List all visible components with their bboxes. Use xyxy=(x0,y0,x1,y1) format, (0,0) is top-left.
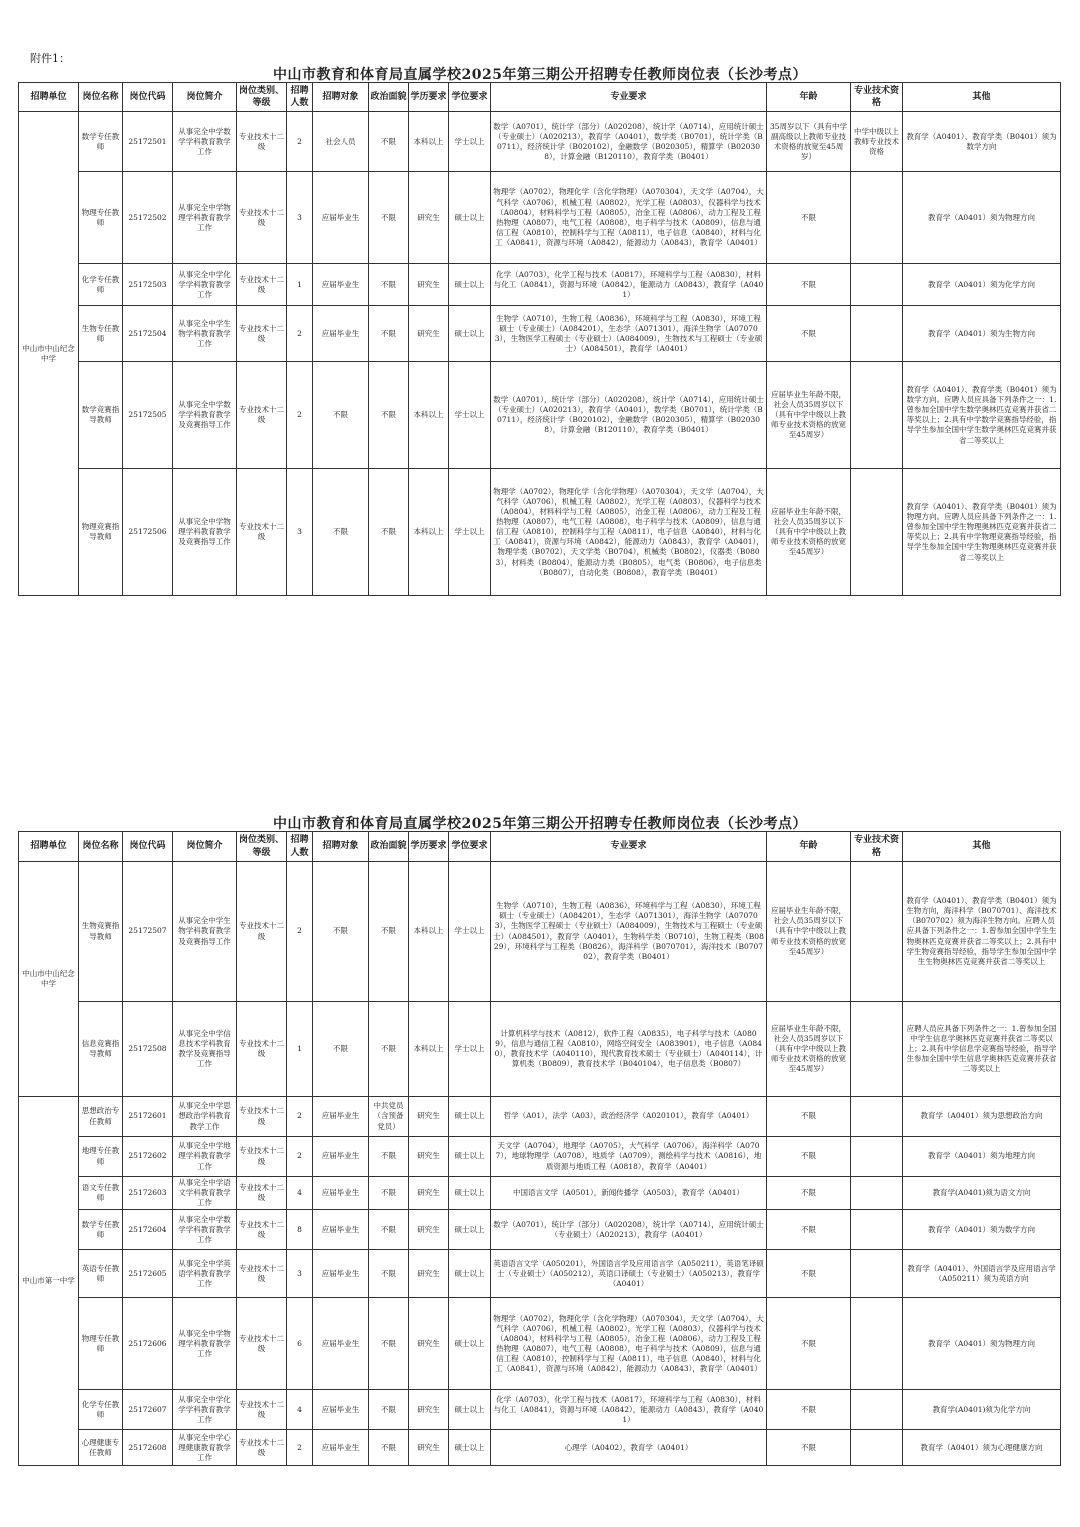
cell-count: 2 xyxy=(287,862,313,1002)
cell-name: 语文专任教师 xyxy=(79,1177,123,1210)
cell-qualification xyxy=(851,306,903,362)
cell-intro: 从事完全中学数学学科教育教学工作 xyxy=(173,112,237,172)
cell-name: 化学专任教师 xyxy=(79,1390,123,1430)
cell-target: 应届毕业生 xyxy=(313,1390,369,1430)
cell-education: 研究生 xyxy=(409,1097,449,1137)
cell-qualification xyxy=(851,1298,903,1390)
cell-education: 本科以上 xyxy=(409,362,449,469)
table-row xyxy=(19,1430,1061,1466)
cell-major: 物理学（A0702），物理化学（含化学物理）（A070304），天文学（A0704），大气科学（A0706），机械工程（A0802），光学工程（A0803），仪器科学与技术（A0804），材料科学与工程（A0805），冶金工程（A0806），动力工程及工程热物理（A0807），电气工程（A0808），电子科学与技术（A0809），信息与通信工程（A0810），控制科学与工程（A0811），电子信息（A0840），材料与化工（A0841），资源与环境（A0842），能源动力（A0843），教育学（A0401） xyxy=(491,1298,767,1390)
attachment-label: 附件1： xyxy=(30,52,70,65)
cell-degree: 硕士以上 xyxy=(449,172,491,264)
cell-intro: 从事完全中学心理健康教育教学工作 xyxy=(173,1430,237,1466)
cell-degree: 硕士以上 xyxy=(449,264,491,306)
cell-education: 研究生 xyxy=(409,1177,449,1210)
cell-major: 物理学（A0702），物理化学（含化学物理）（A070304），天文学（A0704），大气科学（A0706），机械工程（A0802），光学工程（A0803），仪器科学与技术（A0804），材料科学与工程（A0805），冶金工程（A0806），动力工程及工程热物理（A0807），电气工程（A0808），电子科学与技术（A0809），信息与通信工程（A0810），控制科学与工程（A0811），电子信息（A0840），材料与化工（A0841），资源与环境（A0842），能源动力（A0843），教育学（A0401），物理学类（B0702），天文学类（B0704），机械类（B0802），仪器类（B0803），材料类（B0804），能源动力类（B0805），电气类（B0806），电子信息类（B0807），自动化类（B0808），教育学类（B0401） xyxy=(491,469,767,596)
cell-age: 应届毕业生年龄不限，社会人员35周岁以下（具有中学中级以上教师专业技术资格的放宽至45周岁） xyxy=(767,362,851,469)
cell-category: 专业技术十二级 xyxy=(237,1390,287,1430)
cell-degree: 硕士以上 xyxy=(449,1250,491,1298)
cell-qualification xyxy=(851,362,903,469)
table-row xyxy=(19,362,1061,469)
cell-political: 中共党员（含预备党员） xyxy=(369,1097,409,1137)
cell-code: 25172605 xyxy=(123,1250,173,1298)
recruiting-unit: 中山市中山纪念中学 xyxy=(19,862,79,1097)
cell-major: 化学（A0703），化学工程与技术（A0817），环境科学与工程（A0830），材料与化工（A0841），资源与环境（A0842），能源动力（A0843），教育学（A0401） xyxy=(491,264,767,306)
cell-political: 不限 xyxy=(369,1390,409,1430)
cell-political: 不限 xyxy=(369,1250,409,1298)
header-qualification: 专业技术资格 xyxy=(851,83,903,112)
cell-name: 物理专任教师 xyxy=(79,1298,123,1390)
cell-other: 教育学（A0401）须为数学方向 xyxy=(903,1210,1061,1250)
cell-degree: 硕士以上 xyxy=(449,1210,491,1250)
cell-degree: 硕士以上 xyxy=(449,1137,491,1177)
cell-category: 专业技术十二级 xyxy=(237,362,287,469)
cell-degree: 硕士以上 xyxy=(449,1390,491,1430)
cell-other: 教育学（A0401）、教育学类（B0401）须为数学方向。应聘人员应具备下列条件之一：1.曾参加全国中学生数学奥林匹克竞赛并获省二等奖以上；2.具有中学数学竞赛指导经验，指导学生参加全国中学生数学奥林匹克竞赛并获省二等奖以上 xyxy=(903,362,1061,469)
header-count: 招聘人数 xyxy=(287,83,313,112)
cell-age: 不限 xyxy=(767,172,851,264)
cell-name: 心理健康专任教师 xyxy=(79,1430,123,1466)
cell-code: 25172504 xyxy=(123,306,173,362)
cell-category: 专业技术十二级 xyxy=(237,172,287,264)
cell-qualification xyxy=(851,1430,903,1466)
cell-other: 教育学（A0401）、教育学类（B0401）须为生物方向，海洋科学（B070701）、海洋技术（B070702）须为海洋生物方向。应聘人员应具备下列条件之一：1.曾参加全国中学生生物奥林匹克竞赛并获省二等奖以上；2.具有中学生物竞赛指导经验，指导学生参加全国中学生生物奥林匹克竞赛并获省二等奖以上 xyxy=(903,862,1061,1002)
cell-intro: 从事完全中学语文学科教育教学工作 xyxy=(173,1177,237,1210)
cell-count: 2 xyxy=(287,1430,313,1466)
header-other: 其他 xyxy=(903,832,1061,862)
header-count: 招聘人数 xyxy=(287,832,313,862)
cell-target: 应届毕业生 xyxy=(313,1210,369,1250)
cell-count: 2 xyxy=(287,362,313,469)
cell-target: 应届毕业生 xyxy=(313,1298,369,1390)
cell-major: 物理学（A0702），物理化学（含化学物理）（A070304），天文学（A0704），大气科学（A0706），机械工程（A0802），光学工程（A0803），仪器科学与技术（A0804），材料科学与工程（A0805），冶金工程（A0806），动力工程及工程热物理（A0807），电气工程（A0808），电子科学与技术（A0809），信息与通信工程（A0810），控制科学与工程（A0811），电子信息（A0840），材料与化工（A0841），资源与环境（A0842），能源动力（A0843），教育学（A0401） xyxy=(491,172,767,264)
cell-education: 本科以上 xyxy=(409,112,449,172)
cell-political: 不限 xyxy=(369,1430,409,1466)
cell-count: 2 xyxy=(287,1097,313,1137)
cell-count: 4 xyxy=(287,1390,313,1430)
table-row xyxy=(19,862,1061,1002)
cell-other: 教育学（A0401）、外国语言学及应用语言学（A050211）须为英语方向 xyxy=(903,1250,1061,1298)
cell-degree: 硕士以上 xyxy=(449,1097,491,1137)
cell-age: 不限 xyxy=(767,1177,851,1210)
recruitment-table-1 xyxy=(18,82,1061,596)
cell-count: 6 xyxy=(287,1298,313,1390)
cell-political: 不限 xyxy=(369,264,409,306)
cell-political: 不限 xyxy=(369,862,409,1002)
cell-education: 研究生 xyxy=(409,1390,449,1430)
table-row xyxy=(19,1177,1061,1210)
cell-education: 研究生 xyxy=(409,264,449,306)
cell-major: 中国语言文学（A0501），新闻传播学（A0503），教育学（A0401） xyxy=(491,1177,767,1210)
header-position-code: 岗位代码 xyxy=(123,83,173,112)
cell-intro: 从事完全中学化学学科教育教学工作 xyxy=(173,264,237,306)
cell-major: 化学（A0703），化学工程与技术（A0817），环境科学与工程（A0830），材料与化工（A0841），资源与环境（A0842），能源动力（A0843），教育学（A0401） xyxy=(491,1390,767,1430)
cell-name: 地理专任教师 xyxy=(79,1137,123,1177)
cell-count: 2 xyxy=(287,1137,313,1177)
cell-code: 25172507 xyxy=(123,862,173,1002)
cell-code: 25172606 xyxy=(123,1298,173,1390)
cell-degree: 硕士以上 xyxy=(449,1430,491,1466)
cell-category: 专业技术十二级 xyxy=(237,1210,287,1250)
cell-major: 生物学（A0710），生物工程（A0836），环境科学与工程（A0830），环境工程硕士（专业硕士）（A084201），生态学（A071301），海洋生物学（A070703），生物医学工程硕士（专业硕士）（A084009），生物技术与工程硕士（专业硕士）（A084501），教育学（A0401），生物科学类（B0710），生物工程类（B0829），环境科学与工程类（B0826），海洋科学（B070701），海洋技术（B070702），教育学类（B0401） xyxy=(491,862,767,1002)
cell-count: 2 xyxy=(287,112,313,172)
cell-age: 不限 xyxy=(767,1210,851,1250)
header-education: 学历要求 xyxy=(409,832,449,862)
cell-category: 专业技术十二级 xyxy=(237,264,287,306)
header-education: 学历要求 xyxy=(409,83,449,112)
cell-age: 不限 xyxy=(767,306,851,362)
header-category: 岗位类别、等级 xyxy=(237,83,287,112)
cell-target: 社会人员 xyxy=(313,112,369,172)
header-political: 政治面貌 xyxy=(369,832,409,862)
cell-other: 教育学（A0401）、教育学类（B0401）须为物理方向。应聘人员应具备下列条件之一：1.曾参加全国中学生物理奥林匹克竞赛并获省二等奖以上；2.具有中学物理竞赛指导经验，指导学生参加全国中学生物理奥林匹克竞赛并获省二等奖以上 xyxy=(903,469,1061,596)
table-row xyxy=(19,1210,1061,1250)
cell-name: 英语专任教师 xyxy=(79,1250,123,1298)
cell-other: 教育学（A0401）须为物理方向 xyxy=(903,172,1061,264)
cell-qualification xyxy=(851,862,903,1002)
cell-count: 1 xyxy=(287,264,313,306)
cell-code: 25172602 xyxy=(123,1137,173,1177)
cell-target: 不限 xyxy=(313,1002,369,1097)
cell-major: 计算机科学与技术（A0812），软件工程（A0835），电子科学与技术（A0809），信息与通信工程（A0810），网络空间安全（A083901），电子信息（A0840），教育技术学（A040110），现代教育技术硕士（专业硕士）（A040114），计算机类（B0809），教育技术学（B040104），电子信息类（B0807） xyxy=(491,1002,767,1097)
cell-other: 教育学（A0401）须为化学方向 xyxy=(903,264,1061,306)
cell-qualification xyxy=(851,1250,903,1298)
cell-count: 8 xyxy=(287,1210,313,1250)
cell-age: 不限 xyxy=(767,1298,851,1390)
header-target: 招聘对象 xyxy=(313,832,369,862)
header-age: 年龄 xyxy=(767,832,851,862)
recruitment-table-2 xyxy=(18,831,1061,1466)
cell-category: 专业技术十二级 xyxy=(237,1097,287,1137)
cell-target: 应届毕业生 xyxy=(313,264,369,306)
table-row xyxy=(19,112,1061,172)
cell-count: 1 xyxy=(287,1002,313,1097)
cell-target: 应届毕业生 xyxy=(313,1137,369,1177)
cell-age: 不限 xyxy=(767,1430,851,1466)
cell-major: 数学（A0701），统计学（部分）（A020208），统计学（A0714），应用统计硕士（专业硕士）（A020213），教育学（A0401），数学类（B0701），统计学类（B0711），经济统计学（B020102），金融数学（B020305），精算学（B020308），计算金融（B120110），教育学类（B0401） xyxy=(491,362,767,469)
cell-intro: 从事完全中学物理学科教育教学工作 xyxy=(173,172,237,264)
cell-count: 4 xyxy=(287,1177,313,1210)
cell-code: 25172501 xyxy=(123,112,173,172)
cell-intro: 从事完全中学生物学科教育教学工作 xyxy=(173,306,237,362)
header-intro: 岗位简介 xyxy=(173,83,237,112)
header-age: 年龄 xyxy=(767,83,851,112)
table-row xyxy=(19,172,1061,264)
cell-education: 本科以上 xyxy=(409,1002,449,1097)
cell-degree: 硕士以上 xyxy=(449,1177,491,1210)
cell-political: 不限 xyxy=(369,469,409,596)
cell-code: 25172503 xyxy=(123,264,173,306)
header-degree: 学位要求 xyxy=(449,83,491,112)
header-category: 岗位类别、等级 xyxy=(237,832,287,862)
cell-count: 3 xyxy=(287,469,313,596)
cell-name: 物理专任教师 xyxy=(79,172,123,264)
page-title: 中山市教育和体育局直属学校2025年第三期公开招聘专任教师岗位表（长沙考点） xyxy=(273,67,807,83)
table-row xyxy=(19,1002,1061,1097)
cell-age: 应届毕业生年龄不限，社会人员35周岁以下（具有中学中级以上教师专业技术资格的放宽至45周岁） xyxy=(767,862,851,1002)
cell-intro: 从事完全中学生物学科教育教学及竞赛指导工作 xyxy=(173,862,237,1002)
table-row xyxy=(19,469,1061,596)
cell-name: 信息竞赛指导教师 xyxy=(79,1002,123,1097)
cell-other: 教育学(A0401)须为语文方向 xyxy=(903,1177,1061,1210)
cell-category: 专业技术十二级 xyxy=(237,862,287,1002)
cell-intro: 从事完全中学英语学科教育教学工作 xyxy=(173,1250,237,1298)
cell-qualification xyxy=(851,1002,903,1097)
cell-name: 物理竞赛指导教师 xyxy=(79,469,123,596)
cell-name: 数学专任教师 xyxy=(79,112,123,172)
header-other: 其他 xyxy=(903,83,1061,112)
cell-code: 25172502 xyxy=(123,172,173,264)
cell-age: 应届毕业生年龄不限，社会人员35周岁以下（具有中学中级以上教师专业技术资格的放宽至45周岁） xyxy=(767,469,851,596)
cell-code: 25172604 xyxy=(123,1210,173,1250)
table-row xyxy=(19,264,1061,306)
cell-qualification xyxy=(851,1390,903,1430)
cell-age: 应届毕业生年龄不限，社会人员35周岁以下（具有中学中级以上教师专业技术资格的放宽至45周岁） xyxy=(767,1002,851,1097)
cell-qualification: 中学中级以上教师专业技术资格 xyxy=(851,112,903,172)
cell-intro: 从事完全中学化学学科教育教学工作 xyxy=(173,1390,237,1430)
cell-name: 化学专任教师 xyxy=(79,264,123,306)
cell-intro: 从事完全中学数学学科教育教学及竞赛指导工作 xyxy=(173,362,237,469)
cell-intro: 从事完全中学物理学科教育教学及竞赛指导工作 xyxy=(173,469,237,596)
cell-target: 应届毕业生 xyxy=(313,1430,369,1466)
cell-other: 教育学(A0401)须为化学方向 xyxy=(903,1390,1061,1430)
cell-count: 3 xyxy=(287,1250,313,1298)
cell-qualification xyxy=(851,469,903,596)
cell-education: 研究生 xyxy=(409,1430,449,1466)
header-unit: 招聘单位 xyxy=(19,83,79,112)
cell-major: 心理学（A0402），教育学（A0401） xyxy=(491,1430,767,1466)
cell-education: 研究生 xyxy=(409,172,449,264)
header-position-name: 岗位名称 xyxy=(79,832,123,862)
cell-category: 专业技术十二级 xyxy=(237,1177,287,1210)
recruiting-unit: 中山市第一中学 xyxy=(19,1097,79,1466)
cell-qualification xyxy=(851,1210,903,1250)
cell-age: 不限 xyxy=(767,1250,851,1298)
cell-other: 教育学（A0401）须为物理方向 xyxy=(903,1298,1061,1390)
cell-degree: 硕士以上 xyxy=(449,306,491,362)
cell-code: 25172608 xyxy=(123,1430,173,1466)
table-row xyxy=(19,1097,1061,1137)
cell-code: 25172601 xyxy=(123,1097,173,1137)
cell-degree: 学士以上 xyxy=(449,112,491,172)
cell-intro: 从事完全中学数学学科教育教学工作 xyxy=(173,1210,237,1250)
header-degree: 学位要求 xyxy=(449,832,491,862)
cell-political: 不限 xyxy=(369,1177,409,1210)
cell-degree: 学士以上 xyxy=(449,862,491,1002)
recruiting-unit: 中山市中山纪念中学 xyxy=(19,112,79,596)
cell-category: 专业技术十二级 xyxy=(237,1298,287,1390)
cell-code: 25172603 xyxy=(123,1177,173,1210)
cell-target: 应届毕业生 xyxy=(313,306,369,362)
cell-qualification xyxy=(851,1097,903,1137)
cell-target: 不限 xyxy=(313,362,369,469)
cell-education: 研究生 xyxy=(409,1250,449,1298)
cell-education: 研究生 xyxy=(409,1298,449,1390)
cell-age: 不限 xyxy=(767,1137,851,1177)
table-row xyxy=(19,1298,1061,1390)
cell-qualification xyxy=(851,1137,903,1177)
cell-target: 不限 xyxy=(313,469,369,596)
cell-education: 本科以上 xyxy=(409,469,449,596)
cell-name: 数学专任教师 xyxy=(79,1210,123,1250)
page-title-2: 中山市教育和体育局直属学校2025年第三期公开招聘专任教师岗位表（长沙考点） xyxy=(273,816,807,832)
cell-count: 2 xyxy=(287,306,313,362)
cell-education: 研究生 xyxy=(409,306,449,362)
cell-other: 应聘人员应具备下列条件之一：1.曾参加全国中学生信息学奥林匹克竞赛并获省二等奖以上；2.具有中学信息学竞赛指导经验，指导学生参加全国中学生信息学奥林匹克竞赛并获省二等奖以上 xyxy=(903,1002,1061,1097)
cell-category: 专业技术十二级 xyxy=(237,112,287,172)
cell-age: 不限 xyxy=(767,1097,851,1137)
cell-category: 专业技术十二级 xyxy=(237,1430,287,1466)
header-major: 专业要求 xyxy=(491,832,767,862)
cell-major: 英语语言文学（A050201），外国语言学及应用语言学（A050211），英语笔译硕士（专业硕士）（A050212），英语口译硕士（专业硕士）（A050213），教育学（A0401） xyxy=(491,1250,767,1298)
cell-target: 应届毕业生 xyxy=(313,1250,369,1298)
cell-other: 教育学（A0401）须为地理方向 xyxy=(903,1137,1061,1177)
cell-education: 研究生 xyxy=(409,1210,449,1250)
cell-qualification xyxy=(851,172,903,264)
cell-code: 25172505 xyxy=(123,362,173,469)
cell-other: 教育学（A0401）、教育学类（B0401）须为数学方向 xyxy=(903,112,1061,172)
header-unit: 招聘单位 xyxy=(19,832,79,862)
cell-target: 应届毕业生 xyxy=(313,172,369,264)
cell-political: 不限 xyxy=(369,172,409,264)
cell-name: 思想政治专任教师 xyxy=(79,1097,123,1137)
cell-count: 3 xyxy=(287,172,313,264)
cell-major: 生物学（A0710），生物工程（A0836），环境科学与工程（A0830），环境工程硕士（专业硕士）（A084201），生态学（A071301），海洋生物学（A070703），生物医学工程硕士（专业硕士）（A084009），生物技术与工程硕士（专业硕士）（A084501），教育学（A0401） xyxy=(491,306,767,362)
table-row xyxy=(19,306,1061,362)
cell-target: 不限 xyxy=(313,862,369,1002)
cell-code: 25172506 xyxy=(123,469,173,596)
header-major: 专业要求 xyxy=(491,83,767,112)
cell-category: 专业技术十二级 xyxy=(237,1250,287,1298)
cell-intro: 从事完全中学地理学科教育教学工作 xyxy=(173,1137,237,1177)
table-row xyxy=(19,1390,1061,1430)
cell-political: 不限 xyxy=(369,112,409,172)
cell-degree: 硕士以上 xyxy=(449,1298,491,1390)
cell-other: 教育学（A0401）须为思想政治方向 xyxy=(903,1097,1061,1137)
cell-major: 天文学（A0704），地理学（A0705），大气科学（A0706），海洋科学（A0707），地球物理学（A0708），地质学（A0709），测绘科学与技术（A0816），地质资源与地质工程（A0818），教育学（A0401） xyxy=(491,1137,767,1177)
header-political: 政治面貌 xyxy=(369,83,409,112)
table-row xyxy=(19,1250,1061,1298)
cell-name: 数学竞赛指导教师 xyxy=(79,362,123,469)
cell-name: 生物竞赛指导教师 xyxy=(79,862,123,1002)
cell-code: 25172508 xyxy=(123,1002,173,1097)
cell-category: 专业技术十二级 xyxy=(237,469,287,596)
cell-qualification xyxy=(851,1177,903,1210)
cell-target: 应届毕业生 xyxy=(313,1097,369,1137)
cell-age: 不限 xyxy=(767,1390,851,1430)
cell-category: 专业技术十二级 xyxy=(237,1002,287,1097)
cell-category: 专业技术十二级 xyxy=(237,1137,287,1177)
cell-degree: 学士以上 xyxy=(449,362,491,469)
cell-political: 不限 xyxy=(369,1210,409,1250)
header-intro: 岗位简介 xyxy=(173,832,237,862)
header-qualification: 专业技术资格 xyxy=(851,832,903,862)
cell-political: 不限 xyxy=(369,306,409,362)
cell-education: 本科以上 xyxy=(409,862,449,1002)
cell-target: 应届毕业生 xyxy=(313,1177,369,1210)
cell-major: 数学（A0701），统计学（部分）（A020208），统计学（A0714），应用统计硕士（专业硕士）（A020213），教育学（A0401），数学类（B0701），统计学类（B0711），经济统计学（B020102），金融数学（B020305），精算学（B020308），计算金融（B120110），教育学类（B0401） xyxy=(491,112,767,172)
cell-major: 哲学（A01），法学（A03），政治经济学（A020101），教育学（A0401） xyxy=(491,1097,767,1137)
cell-other: 教育学（A0401）须为生物方向 xyxy=(903,306,1061,362)
header-target: 招聘对象 xyxy=(313,83,369,112)
cell-major: 数学（A0701），统计学（部分）（A020208），统计学（A0714），应用统计硕士（专业硕士）（A020213），教育学（A0401） xyxy=(491,1210,767,1250)
cell-code: 25172607 xyxy=(123,1390,173,1430)
cell-education: 研究生 xyxy=(409,1137,449,1177)
cell-name: 生物专任教师 xyxy=(79,306,123,362)
cell-political: 不限 xyxy=(369,1298,409,1390)
table-row xyxy=(19,1137,1061,1177)
cell-age: 35周岁以下（具有中学副高级以上教师专业技术资格的放宽至45周岁） xyxy=(767,112,851,172)
header-position-code: 岗位代码 xyxy=(123,832,173,862)
cell-degree: 学士以上 xyxy=(449,469,491,596)
cell-political: 不限 xyxy=(369,362,409,469)
cell-political: 不限 xyxy=(369,1137,409,1177)
cell-intro: 从事完全中学物理学科教育教学工作 xyxy=(173,1298,237,1390)
cell-other: 教育学（A0401）须为心理健康方向 xyxy=(903,1430,1061,1466)
cell-political: 不限 xyxy=(369,1002,409,1097)
cell-age: 不限 xyxy=(767,264,851,306)
cell-degree: 学士以上 xyxy=(449,1002,491,1097)
cell-qualification xyxy=(851,264,903,306)
cell-intro: 从事完全中学思想政治学科教育教学工作 xyxy=(173,1097,237,1137)
cell-intro: 从事完全中学信息技术学科教育教学及竞赛指导工作 xyxy=(173,1002,237,1097)
header-position-name: 岗位名称 xyxy=(79,83,123,112)
cell-category: 专业技术十二级 xyxy=(237,306,287,362)
